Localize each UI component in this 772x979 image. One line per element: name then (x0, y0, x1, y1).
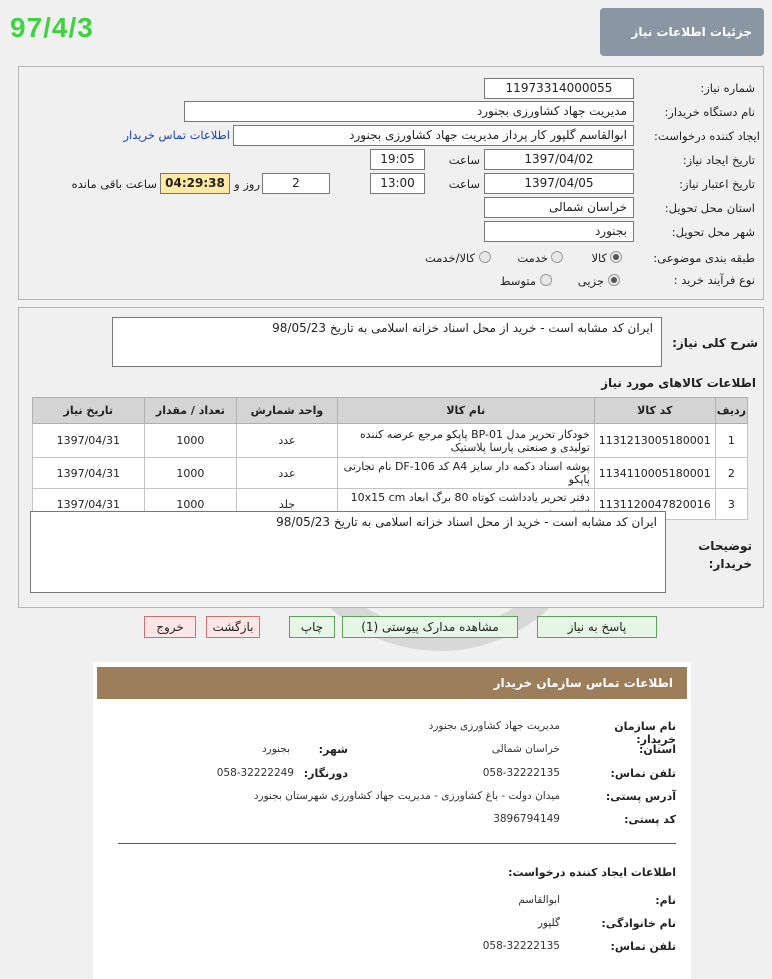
category-radio-both[interactable] (479, 251, 491, 263)
contact-address-value: میدان دولت - باغ کشاورزی - مدیریت جهاد کشاورزی شهرستان بجنورد (253, 790, 560, 802)
created-time-label: ساعت (448, 153, 480, 167)
contact-phone-value: 058-32222135 (482, 767, 560, 779)
cell-unit: جلد (237, 489, 338, 520)
summary-textarea[interactable]: ایران کد مشابه است - خرید از محل اسناد خزانه اسلامی به تاریخ 98/05/23 (112, 317, 662, 367)
creator-name-label: نام: (655, 894, 676, 907)
contact-postal-label: کد پستی: (624, 813, 676, 826)
process-option-partial: جزیی (577, 274, 604, 288)
contact-address-label: آدرس پستی: (605, 790, 676, 803)
buyer-notes-label: توضیحات خریدار: (698, 539, 752, 571)
buyer-org-field: مدیریت جهاد کشاورزی بجنورد (184, 101, 634, 122)
cell-date: 1397/04/31 (33, 424, 145, 458)
creator-phone-label: تلفن تماس: (610, 940, 676, 953)
page-header: جزئیات اطلاعات نیاز (600, 8, 764, 56)
category-radio-goods[interactable] (610, 251, 622, 263)
cell-name: پوشه اسناد دکمه دار سایز A4 کد DF-106 نام تجارتی پاپکو (337, 458, 594, 489)
category-option-service: خدمت (517, 251, 548, 265)
creator-phone-value: 058-32222135 (482, 940, 560, 952)
province-label: استان محل تحویل: (664, 201, 755, 215)
cell-row: 2 (715, 458, 747, 489)
buyer-org-label: نام دستگاه خریدار: (664, 105, 755, 119)
creator-family-label: نام خانوادگی: (601, 917, 676, 930)
back-button[interactable]: بازگشت (206, 616, 260, 638)
cell-code: 1131213005180001 (594, 424, 715, 458)
date-stamp: 97/4/3 (10, 12, 94, 43)
items-header-row (33, 398, 748, 424)
print-button[interactable]: چاپ (289, 616, 335, 638)
validity-time-label: ساعت (448, 177, 480, 191)
contact-org-label: نام سازمان خریدار: (614, 720, 676, 746)
process-label: نوع فرآیند خرید : (673, 273, 755, 287)
city-field: بجنورد (484, 221, 634, 242)
items-title: اطلاعات کالاهای مورد نیاز (601, 376, 756, 390)
days-label: روز و (234, 177, 260, 191)
exit-button[interactable]: خروج (144, 616, 196, 638)
summary-label: شرح کلی نیاز: (672, 336, 758, 350)
contact-city-value: بجنورد (261, 743, 290, 755)
cell-row: 1 (715, 424, 747, 458)
cell-date: 1397/04/31 (33, 489, 145, 520)
buyer-contact-link[interactable]: اطلاعات تماس خریدار (123, 128, 230, 142)
cell-name: خودکار تحریر مدل BP-01 پاپکو مرجع عرضه کننده تولیدی و صنعتی پارسا پلاستیک (337, 424, 594, 458)
requester-label: ایجاد کننده درخواست: (654, 129, 760, 143)
process-option-medium: متوسط (499, 274, 536, 288)
reply-button[interactable]: پاسخ به نیاز (537, 616, 657, 638)
creator-title: اطلاعات ایجاد کننده درخواست: (508, 866, 676, 879)
cell-date: 1397/04/31 (33, 458, 145, 489)
items-table (32, 397, 748, 520)
table-row (33, 458, 748, 489)
contact-province-label: استان: (639, 743, 676, 756)
cell-name: دفتر تحریر یادداشت کوتاه 80 برگ ابعاد 10x15 cm (337, 489, 594, 520)
col-name: نام کالا (337, 398, 594, 424)
contact-province-value: خراسان شمالی (491, 743, 560, 755)
contact-city-label: شهر: (318, 743, 348, 756)
category-radio-service[interactable] (551, 251, 563, 263)
created-time-field: 19:05 (370, 149, 425, 170)
creator-name-value: ابوالقاسم (518, 894, 560, 906)
contact-postal-value: 3896794149 (493, 813, 560, 825)
col-code: کد کالا (594, 398, 715, 424)
table-row (33, 424, 748, 458)
contact-org-value: مدیریت جهاد کشاورزی بجنورد (428, 720, 560, 732)
category-option-goods: کالا (591, 251, 607, 265)
col-unit: واحد شمارش (237, 398, 338, 424)
contact-fax-label: دورنگار: (303, 767, 348, 780)
cell-code: 1134110005180001 (594, 458, 715, 489)
buyer-notes-textarea[interactable]: ایران کد مشابه است - خرید از محل اسناد خزانه اسلامی به تاریخ 98/05/23 (30, 511, 666, 593)
contact-title: اطلاعات تماس سازمان خریدار (97, 667, 687, 699)
attachments-button[interactable]: مشاهده مدارک پیوستی (1) (342, 616, 518, 638)
cell-qty: 1000 (144, 489, 237, 520)
contact-phone-label: تلفن تماس: (610, 767, 676, 780)
city-label: شهر محل تحویل: (671, 225, 755, 239)
contact-fax-value: 058-32222249 (216, 767, 294, 779)
creator-family-value: گلپور (537, 917, 560, 929)
contact-divider (118, 843, 676, 844)
requester-field: ابوالقاسم گلپور کار پرداز مدیریت جهاد کشاورزی بجنورد (233, 125, 634, 146)
created-date-label: تاریخ ایجاد نیاز: (682, 153, 755, 167)
validity-date-label: تاریخ اعتبار نیاز: (679, 177, 755, 191)
cell-unit: عدد (237, 458, 338, 489)
category-label: طبقه بندی موضوعی: (653, 251, 755, 265)
cell-code: 1131120047820016 (594, 489, 715, 520)
days-field: 2 (262, 173, 330, 194)
process-radio-partial[interactable] (608, 274, 620, 286)
province-field: خراسان شمالی (484, 197, 634, 218)
validity-date-field: 1397/04/05 (484, 173, 634, 194)
cell-unit: عدد (237, 424, 338, 458)
col-qty: تعداد / مقدار (144, 398, 237, 424)
need-number-label: شماره نیاز: (700, 81, 755, 95)
remaining-label: ساعت باقی مانده (71, 177, 157, 191)
col-date: تاریخ نیاز (33, 398, 145, 424)
need-number-field: 11973314000055 (484, 78, 634, 99)
cell-row: 3 (715, 489, 747, 520)
category-option-both: کالا/خدمت (424, 251, 475, 265)
col-row: ردیف (715, 398, 747, 424)
created-date-field: 1397/04/02 (484, 149, 634, 170)
cell-qty: 1000 (144, 458, 237, 489)
cell-qty: 1000 (144, 424, 237, 458)
process-radio-medium[interactable] (540, 274, 552, 286)
validity-time-field: 13:00 (370, 173, 425, 194)
remaining-time-field: 04:29:38 (160, 173, 230, 194)
